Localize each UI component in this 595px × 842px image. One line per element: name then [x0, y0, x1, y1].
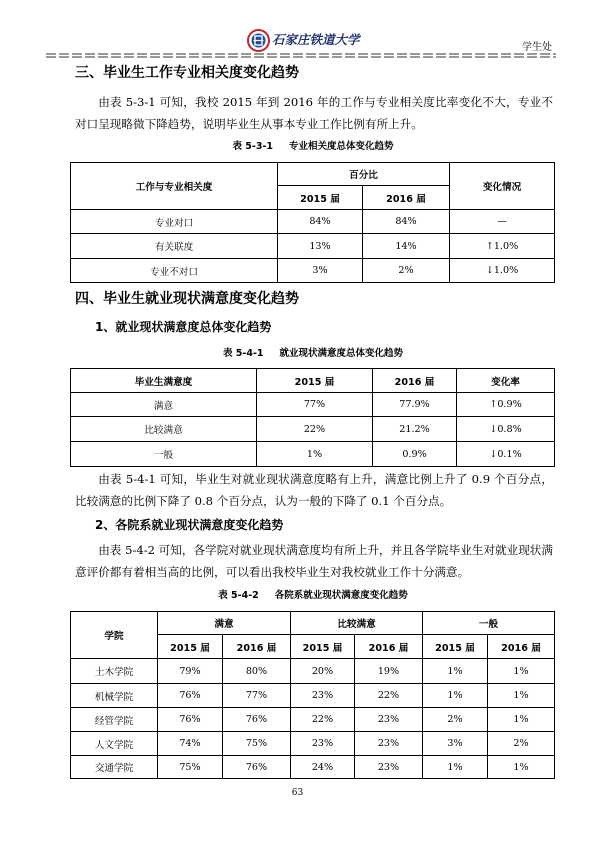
row-label: 比较满意: [71, 417, 257, 442]
header-year-2016: 2016 届: [363, 186, 450, 210]
header-percentage: 百分比: [278, 163, 450, 186]
cell-2016: 14%: [363, 234, 450, 259]
cell-2015: 84%: [278, 210, 363, 234]
header-year: 2015 届: [423, 635, 488, 659]
cell-value: 23%: [355, 732, 423, 756]
row-school: 机械学院: [71, 684, 158, 708]
header-change-rate: 变化率: [457, 369, 555, 393]
header-year-2015: 2015 届: [278, 186, 363, 210]
caption-title: 专业相关度总体变化趋势: [289, 141, 394, 152]
table-header-row: [71, 612, 555, 635]
row-school: 人文学院: [71, 732, 158, 756]
cell-change: ↑1.0%: [450, 234, 555, 259]
table-row: [71, 756, 555, 779]
row-school: 交通学院: [71, 756, 158, 779]
table-row: [71, 684, 555, 708]
header-satisfaction: 毕业生满意度: [71, 369, 257, 393]
header-year: 2015 届: [291, 635, 355, 659]
section-heading-3: 三、毕业生工作专业相关度变化趋势: [75, 65, 299, 81]
cell-value: 22%: [355, 684, 423, 708]
cell-value: 22%: [291, 708, 355, 732]
cell-value: 76%: [158, 708, 223, 732]
university-seal-icon: [247, 29, 270, 52]
table-row: [71, 393, 555, 417]
cell-value: 23%: [291, 684, 355, 708]
table-row: [71, 417, 555, 442]
subsection-heading-2: 2、各院系就业现状满意度变化趋势: [95, 518, 284, 532]
cell-change: ↓0.8%: [457, 417, 555, 442]
header-year: 2016 届: [223, 635, 291, 659]
cell-change: ↓0.1%: [457, 442, 555, 467]
university-wordmark: 石家庄铁道大学: [272, 32, 360, 47]
caption-number: 表 5-3-1: [232, 141, 273, 152]
header-group-satisfied: 满意: [158, 612, 291, 635]
cell-value: 3%: [423, 732, 488, 756]
cell-value: 76%: [158, 684, 223, 708]
table-school-satisfaction: [70, 611, 555, 779]
paragraph-4-2: 由表 5-4-2 可知，各学院对就业现状满意度均有所上升，并且各学院毕业生对就业现状满意评价都有着相当高的比例，可以看出我校毕业生对我校就业工作十分满意。: [75, 543, 553, 579]
cell-value: 23%: [355, 708, 423, 732]
table-header-row: [71, 163, 555, 186]
cell-2015: 3%: [278, 259, 363, 283]
cell-2016: 0.9%: [373, 442, 457, 467]
header-year-2015: 2015 届: [257, 369, 373, 393]
header-year-2016: 2016 届: [373, 369, 457, 393]
cell-value: 75%: [158, 756, 223, 779]
cell-value: 74%: [158, 732, 223, 756]
cell-value: 20%: [291, 659, 355, 684]
cell-value: 23%: [291, 732, 355, 756]
table-major-relevance: [70, 162, 555, 283]
caption-title: 就业现状满意度总体变化趋势: [279, 348, 404, 359]
header-year: 2016 届: [355, 635, 423, 659]
cell-value: 2%: [488, 732, 555, 756]
cell-value: 75%: [223, 732, 291, 756]
caption-number: 表 5-4-1: [222, 348, 264, 359]
table-row: [71, 708, 555, 732]
row-label: 一般: [71, 442, 257, 467]
header-relevance: 工作与专业相关度: [71, 163, 278, 210]
caption-number: 表 5-4-2: [218, 590, 259, 601]
page-number: 63: [291, 788, 304, 798]
cell-value: 76%: [223, 756, 291, 779]
paragraph-4-1: 由表 5-4-1 可知，毕业生对就业现状满意度略有上升，满意比例上升了 0.9 个百分点，比较满意的比例下降了 0.8 个百分点，认为一般的下降了 0.1 个百分点。: [75, 472, 553, 508]
row-school: 经管学院: [71, 708, 158, 732]
cell-2015: 77%: [257, 393, 373, 417]
cell-value: 76%: [223, 708, 291, 732]
header-school: 学院: [71, 612, 158, 659]
row-school: 土木学院: [71, 659, 158, 684]
cell-value: 77%: [223, 684, 291, 708]
cell-2016: 2%: [363, 259, 450, 283]
table-row: [71, 259, 555, 283]
cell-value: 1%: [488, 756, 555, 779]
table-header-row: [71, 369, 555, 393]
table-overall-satisfaction: [70, 368, 555, 467]
cell-2016: 77.9%: [373, 393, 457, 417]
row-label: 专业对口: [71, 210, 278, 234]
caption-title: 各院系就业现状满意度变化趋势: [274, 590, 408, 601]
header-year: 2015 届: [158, 635, 223, 659]
cell-value: 1%: [488, 684, 555, 708]
section-heading-4: 四、毕业生就业现状满意度变化趋势: [75, 291, 299, 307]
table-row: [71, 442, 555, 467]
row-label: 专业不对口: [71, 259, 278, 283]
cell-value: 23%: [355, 756, 423, 779]
table-row: [71, 659, 555, 684]
cell-value: 1%: [423, 684, 488, 708]
cell-change: —: [450, 210, 555, 234]
cell-value: 80%: [223, 659, 291, 684]
paragraph-3: 由表 5-3-1 可知，我校 2015 年到 2016 年的工作与专业相关度比率变化不大，专业不对口呈现略微下降趋势，说明毕业生从事本专业工作比例有所上升。: [75, 95, 553, 131]
cell-2016: 84%: [363, 210, 450, 234]
table-caption-5-3-1: [70, 139, 556, 155]
table-row: [71, 234, 555, 259]
cell-change: ↑0.9%: [457, 393, 555, 417]
header-group-fairly-satisfied: 比较满意: [291, 612, 423, 635]
table-caption-5-4-2: [70, 588, 556, 604]
cell-2015: 1%: [257, 442, 373, 467]
cell-value: 2%: [423, 708, 488, 732]
cell-value: 79%: [158, 659, 223, 684]
row-label: 满意: [71, 393, 257, 417]
cell-value: 19%: [355, 659, 423, 684]
header-change: 变化情况: [450, 163, 555, 210]
cell-2016: 21.2%: [373, 417, 457, 442]
cell-2015: 13%: [278, 234, 363, 259]
subsection-heading-1: 1、就业现状满意度总体变化趋势: [95, 320, 272, 334]
header-year: 2016 届: [488, 635, 555, 659]
cell-value: 24%: [291, 756, 355, 779]
header-divider: [46, 53, 556, 58]
header-group-average: 一般: [423, 612, 555, 635]
cell-value: 1%: [423, 756, 488, 779]
cell-value: 1%: [488, 708, 555, 732]
cell-value: 1%: [488, 659, 555, 684]
cell-change: ↓1.0%: [450, 259, 555, 283]
cell-2015: 22%: [257, 417, 373, 442]
cell-value: 1%: [423, 659, 488, 684]
table-caption-5-4-1: [70, 346, 556, 362]
table-row: [71, 732, 555, 756]
table-row: [71, 210, 555, 234]
row-label: 有关联度: [71, 234, 278, 259]
department-name: 学生处: [522, 42, 552, 53]
